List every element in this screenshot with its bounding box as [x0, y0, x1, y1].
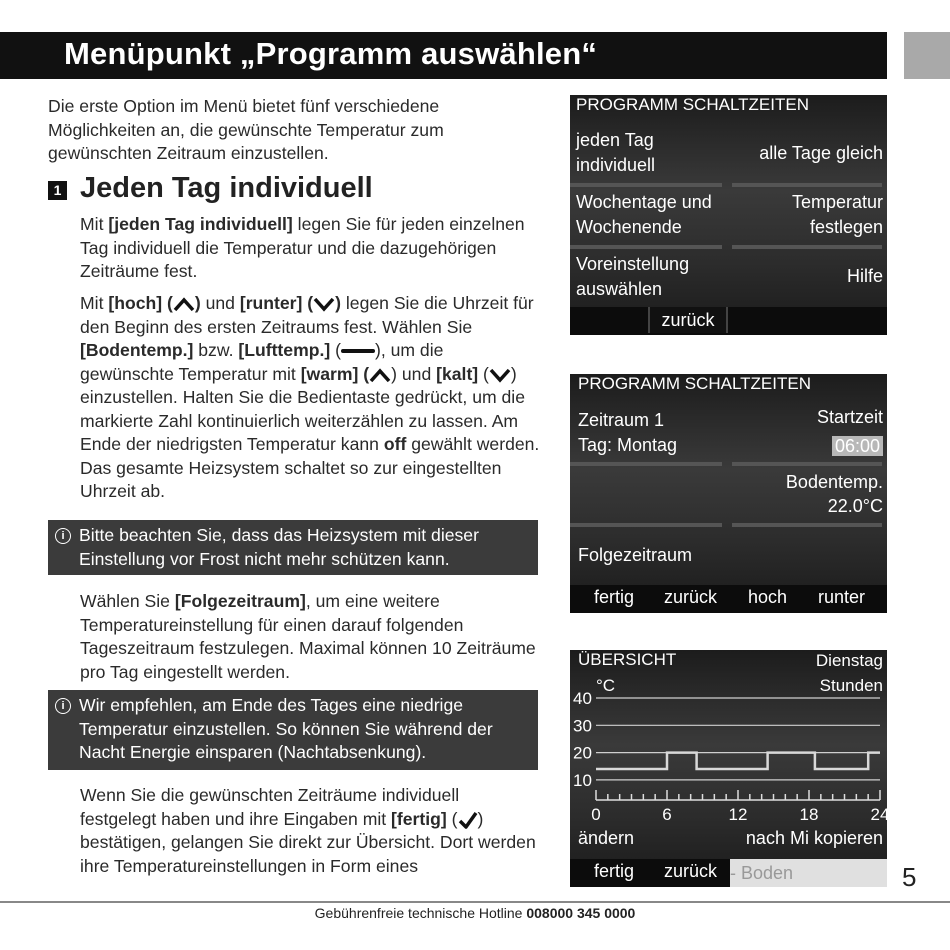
back-button[interactable]: zurück — [664, 861, 718, 881]
option-alle-tage-gleich[interactable]: alle Tage gleich — [759, 143, 883, 163]
copy-option[interactable]: nach Mi kopieren — [745, 828, 883, 848]
hours-label: Stunden — [819, 676, 883, 695]
down-button[interactable]: runter — [818, 587, 866, 607]
back-button[interactable]: zurück — [664, 587, 718, 607]
option-jeden-tag-line1[interactable]: jeden Tag — [576, 130, 654, 150]
screen-title: PROGRAMM SCHALTZEITEN — [576, 95, 809, 114]
section-number-badge: 1 — [48, 181, 67, 200]
floor-temp-value[interactable]: 22.0°C — [827, 496, 883, 516]
dash-icon — [341, 346, 375, 356]
text: bzw. — [193, 340, 239, 360]
temperature-chart — [570, 650, 890, 835]
info-icon: i — [55, 528, 71, 544]
y-tick-label: 40 — [573, 689, 592, 708]
page-corner-tab — [904, 32, 950, 79]
screen-title: PROGRAMM SCHALTZEITEN — [578, 374, 811, 393]
device-screen-period-setup — [570, 374, 887, 613]
edit-option[interactable]: ändern — [578, 828, 635, 848]
back-button[interactable]: zurück — [648, 307, 728, 333]
option-wochentage-line2[interactable]: Wochenende — [576, 217, 682, 237]
checkmark-icon — [458, 811, 478, 829]
info-note-frost — [48, 520, 538, 575]
option-voreinstellung-line2[interactable]: auswählen — [576, 279, 663, 299]
floor-button[interactable]: - Boden — [730, 859, 887, 887]
hotline-number: 008000 345 0000 — [526, 905, 636, 921]
next-period-option[interactable]: Folgezeitraum — [578, 545, 693, 565]
separator — [570, 462, 722, 466]
page-number: 5 — [902, 862, 917, 892]
section-title: Jeden Tag individuell — [80, 172, 373, 204]
text: Mit — [80, 293, 109, 313]
device-screen-program-menu — [570, 95, 887, 335]
term-lufttemp: [Lufttemp.] — [238, 340, 331, 360]
unit-label: °C — [596, 676, 616, 695]
temperature-series-line — [596, 753, 880, 769]
chevron-up-icon — [369, 367, 391, 383]
info-note-text: Bitte beachten Sie, dass das Heizsystem mit dieser Einstellung vor Frost nicht mehr schützen kann. — [79, 525, 479, 569]
page-title: Menüpunkt „Programm auswählen“ — [64, 36, 598, 71]
term-runter: [runter] ( — [239, 293, 314, 313]
start-time-label: Startzeit — [816, 407, 883, 427]
text: ( — [330, 340, 341, 360]
term-warm: [warm] ( — [300, 363, 370, 384]
text: ) — [391, 363, 397, 384]
text: ) — [477, 808, 484, 829]
y-tick-label: 10 — [573, 770, 592, 790]
day-label: Dienstag — [815, 651, 883, 670]
y-tick-label: 30 — [573, 716, 592, 736]
x-tick-label: 6 — [662, 805, 672, 824]
text: Mit — [80, 214, 109, 234]
option-jeden-tag-line2[interactable]: individuell — [576, 155, 656, 175]
term-kalt: [kalt] — [436, 363, 479, 384]
option-wochentage-line1[interactable]: Wochentage und — [576, 192, 712, 212]
separator — [732, 245, 882, 249]
text: gewählt werden. Das gesamte Heizsystem schaltet so zur eingestellten Uhrzeit ab. — [80, 434, 540, 501]
paragraph-folgezeitraum — [80, 590, 540, 684]
day-label: Tag: Montag — [578, 435, 678, 455]
start-time-value[interactable]: 06:00 — [832, 436, 883, 456]
x-tick-label: 0 — [591, 805, 601, 824]
text: bestätigen, gelangen Sie direkt zur Übersicht. Dort werden ihre Temperatureinstellungen in Form eines — [80, 832, 536, 876]
text: und — [200, 293, 240, 313]
option-temperatur-line1[interactable]: Temperatur — [791, 192, 883, 212]
separator — [570, 183, 722, 187]
term-fertig: [fertig] — [391, 808, 447, 829]
text: , um eine weitere Temperatureinstellung für einen darauf folgenden Tageszeitraum festzulegen. Maximal können 10 Zeiträume pro Tag eingestellt werden. — [80, 591, 536, 682]
info-note-text: Wir empfehlen, am Ende des Tages eine niedrige Temperatur einzustellen. So können Sie während der Nacht Energie einsparen (Nachtabsenkung). — [79, 695, 493, 762]
separator — [732, 523, 882, 527]
chevron-down-icon — [489, 367, 511, 383]
floor-temp-label: Bodentemp. — [785, 472, 883, 492]
up-button[interactable]: hoch — [748, 587, 788, 607]
footer-hotline — [0, 905, 950, 921]
info-icon: i — [55, 698, 71, 714]
paragraph-hoch-runter — [80, 292, 540, 504]
text: und — [396, 363, 437, 384]
term-folgezeitraum: [Folgezeitraum] — [174, 591, 306, 611]
term-bodentemp: [Bodentemp.] — [80, 340, 194, 360]
screen-button-bar — [570, 307, 887, 335]
text: legen Sie für jeden einzelnen Tag individuell die Temperatur und die dazugehörigen Zeiträume fest. — [80, 214, 525, 281]
chevron-up-icon — [173, 296, 195, 312]
text: ) — [510, 363, 517, 384]
option-hilfe[interactable]: Hilfe — [846, 266, 883, 286]
y-tick-label: 20 — [573, 743, 592, 763]
intro-paragraph: Die erste Option im Menü bietet fünf verschiedene Möglichkeiten an, die gewünschte Temperatur zum gewünschten Zeitraum einzustellen. — [48, 96, 444, 163]
separator — [732, 462, 882, 466]
screen-title: ÜBERSICHT — [578, 650, 677, 669]
separator — [570, 523, 722, 527]
text: ), um die gewünschte Temperatur mit — [80, 340, 444, 384]
hotline-label: Gebührenfreie technische Hotline — [314, 905, 527, 921]
text: einzustellen. Halten Sie die Bedientaste gedrückt, um die markierte Zahl kontinuierlich weiterzählen zu lassen. Am Ende der niedrigsten Temperatur kann — [80, 387, 525, 454]
text: legen Sie die Uhrzeit für den Beginn des ersten Zeitraums fest. Wählen Sie — [80, 293, 534, 337]
text: ) — [335, 293, 341, 313]
info-note-nachtabsenkung — [48, 690, 538, 770]
paragraph-jeden-tag — [80, 213, 540, 284]
option-voreinstellung-line1[interactable]: Voreinstellung — [576, 254, 690, 274]
text: Wählen Sie — [80, 591, 175, 611]
term-off: off — [383, 434, 407, 454]
text: ( — [478, 363, 489, 384]
screen-button-bar — [570, 859, 887, 887]
device-screen-overview — [570, 650, 890, 887]
footer-divider — [0, 901, 950, 903]
term-hoch: [hoch] ( — [108, 293, 173, 313]
option-temperatur-line2[interactable]: festlegen — [809, 217, 883, 237]
paragraph-fertig — [80, 784, 540, 878]
text: ( — [446, 808, 458, 829]
term-jeden-tag: [jeden Tag individuell] — [108, 214, 293, 234]
separator — [570, 245, 722, 249]
done-button[interactable]: fertig — [594, 587, 635, 607]
text: ) — [194, 293, 201, 313]
period-label: Zeitraum 1 — [578, 410, 665, 430]
x-tick-label: 24 — [870, 805, 890, 824]
text: Wenn Sie die gewünschten Zeiträume individuell festgelegt haben und ihre Eingaben mit — [80, 785, 460, 829]
screen-button-bar — [570, 585, 887, 613]
x-tick-label: 18 — [799, 805, 819, 824]
x-tick-label: 12 — [728, 805, 748, 824]
separator — [732, 183, 882, 187]
chevron-down-icon — [313, 296, 335, 312]
done-button[interactable]: fertig — [594, 861, 635, 881]
